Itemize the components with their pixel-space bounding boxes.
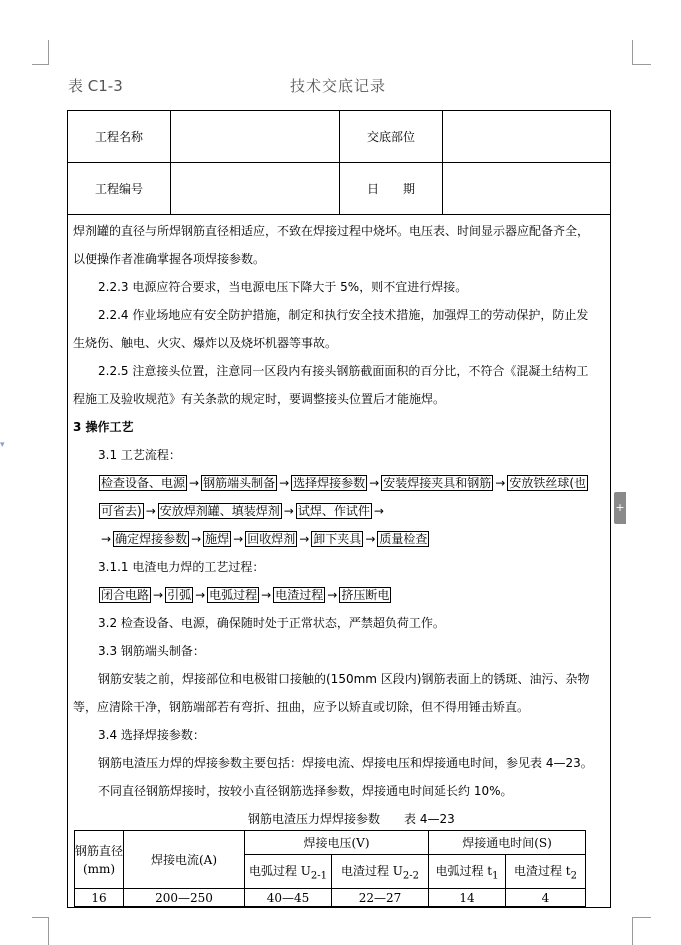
header-slag-voltage: 电渣过程 $U_{2-2}$: [332, 855, 429, 889]
flow-step: 可省去): [101, 504, 142, 518]
header-slag-time: 电渣过程 $t_2$: [506, 855, 586, 889]
table-row: [75, 889, 586, 907]
arrow-icon: →: [101, 532, 112, 546]
cell-arc-time: 14: [429, 889, 506, 907]
form-code: 表 C1-3: [68, 77, 123, 95]
arrow-icon: →: [195, 588, 206, 602]
arrow-icon: →: [189, 476, 200, 490]
cell-current: 200—250: [124, 889, 245, 907]
paragraph: 以便操作者准确掌握各项焊接参数。: [73, 252, 266, 266]
paragraph: 钢筋安装之前，焊接部位和电极钳口接触的(150mm 区段内)钢筋表面上的锈斑、油污、杂物: [98, 672, 590, 686]
flow-step: 挤压断电: [341, 588, 390, 602]
paragraph: 2.2.5 注意接头位置，注意同一区段内有接头钢筋截面面积的百分比，不符合《混凝土结构工: [98, 364, 589, 378]
flow-step: 安放焊剂罐、填装焊剂: [159, 504, 280, 518]
cell-diameter: 16: [75, 889, 124, 907]
project-name-value[interactable]: [171, 111, 340, 163]
paragraph: 焊剂罐的直径与所焊钢筋直径相适应，不致在焊接过程中烧坏。电压表、时间显示器应配备齐全，: [73, 224, 590, 238]
flow-step: 安放铁丝球(也: [509, 476, 586, 490]
project-no-label: 工程编号: [68, 163, 171, 215]
cell-slag-voltage: 22—27: [332, 889, 429, 907]
paragraph: 2.2.3 电源应符合要求，当电源电压下降大于 5%，则不宜进行焊接。: [98, 280, 468, 294]
cell-slag-time: 4: [506, 889, 586, 907]
paragraph: 不同直径钢筋焊接时，按较小直径钢筋选择参数，焊接通电时间延长约 10%。: [98, 784, 513, 798]
paragraph: 等，应清除干净，钢筋端部若有弯折、扭曲，应予以矫直或切除，但不得用锤击矫直。: [73, 700, 530, 714]
arrow-icon: →: [365, 532, 376, 546]
flow-step: 检查设备、电源: [101, 476, 186, 490]
record-sheet: [67, 110, 611, 908]
section-heading: 3 操作工艺: [73, 420, 134, 434]
subsection-heading: 3.1.1 电渣电力焊的工艺过程：: [98, 560, 265, 574]
paragraph: 2.2.4 作业场地应有安全防护措施，制定和执行安全技术措施，加强焊工的劳动保护，防止发: [98, 308, 589, 322]
header-time: 焊接通电时间(S): [429, 831, 586, 855]
arrow-icon: →: [261, 588, 272, 602]
project-no-value[interactable]: [171, 163, 340, 215]
expand-panel-tab[interactable]: [614, 492, 626, 524]
header-current: 焊接电流(A): [124, 831, 245, 889]
flow-step: 电渣过程: [275, 588, 324, 602]
handover-part-label: 交底部位: [340, 111, 443, 163]
flow-step: 电弧过程: [209, 588, 258, 602]
arrow-icon: →: [327, 588, 338, 602]
paragraph: 生烧伤、触电、火灾、爆炸以及烧坏机器等事故。: [73, 336, 338, 350]
crop-mark-top-right: [632, 40, 651, 65]
crop-mark-top-left: [32, 40, 49, 65]
crop-mark-bottom-left: [32, 917, 49, 945]
flow-step: 选择焊接参数: [293, 476, 366, 490]
paragraph: 程施工及验收规范》有关条款的规定时，要调整接头位置后才能施焊。: [73, 392, 446, 406]
table-caption: 钢筋电渣压力焊焊接参数 表 4—23: [248, 812, 455, 826]
header-diameter: 钢筋直径(mm): [75, 831, 124, 889]
arrow-icon: →: [283, 504, 294, 518]
process-flow-row-1: [99, 474, 588, 491]
flow-step: 施焊: [205, 532, 230, 546]
project-name-label: 工程名称: [68, 111, 171, 163]
date-label: 日 期: [340, 163, 443, 215]
process-flow-row-3: [99, 530, 429, 547]
cell-arc-voltage: 40—45: [245, 889, 332, 907]
subsection-heading: 3.4 选择焊接参数：: [98, 728, 205, 742]
flow-step: 闭合电路: [101, 588, 150, 602]
welding-parameter-table: [74, 830, 586, 907]
date-value[interactable]: [443, 163, 611, 215]
flow-step: 试焊、作试件: [297, 504, 370, 518]
arrow-icon: →: [145, 504, 156, 518]
arrow-icon: →: [369, 476, 380, 490]
handover-part-value[interactable]: [443, 111, 611, 163]
flow-step: 卸下夹具: [313, 532, 362, 546]
subsection-heading: 3.1 工艺流程：: [98, 448, 181, 462]
arrow-icon: →: [373, 504, 384, 518]
flow-step: 安装焊接夹具和钢筋: [383, 476, 492, 490]
arrow-icon: →: [279, 476, 290, 490]
arrow-icon: →: [153, 588, 164, 602]
document-title: 技术交底记录: [290, 77, 387, 95]
process-flow-row-2: [99, 502, 386, 519]
flow-step: 引弧: [167, 588, 192, 602]
arrow-icon: →: [233, 532, 244, 546]
arrow-icon: →: [495, 476, 506, 490]
flow-step: 质量检查: [379, 532, 428, 546]
paragraph: 钢筋电渣压力焊的焊接参数主要包括：焊接电流、焊接电压和焊接通电时间，参见表 4—23。: [98, 756, 593, 770]
arrow-icon: →: [191, 532, 202, 546]
header-arc-voltage: 电弧过程 $U_{2-1}$: [245, 855, 332, 889]
arrow-icon: →: [299, 532, 310, 546]
crop-mark-bottom-right: [632, 917, 651, 945]
paragraph: 3.2 检查设备、电源，确保随时处于正常状态，严禁超负荷工作。: [98, 616, 445, 630]
flow-step: 确定焊接参数: [115, 532, 188, 546]
flow-step: 钢筋端头制备: [203, 476, 276, 490]
header-arc-time: 电弧过程 $t_1$: [429, 855, 506, 889]
flow-step: 回收焊剂: [247, 532, 296, 546]
subsection-heading: 3.3 钢筋端头制备：: [98, 644, 205, 658]
process-flow-welding: [99, 586, 391, 603]
plus-icon: +: [615, 501, 625, 514]
info-table: [68, 111, 610, 215]
left-margin-marker-icon: ▾: [0, 440, 5, 450]
header-voltage: 焊接电压(V): [245, 831, 429, 855]
